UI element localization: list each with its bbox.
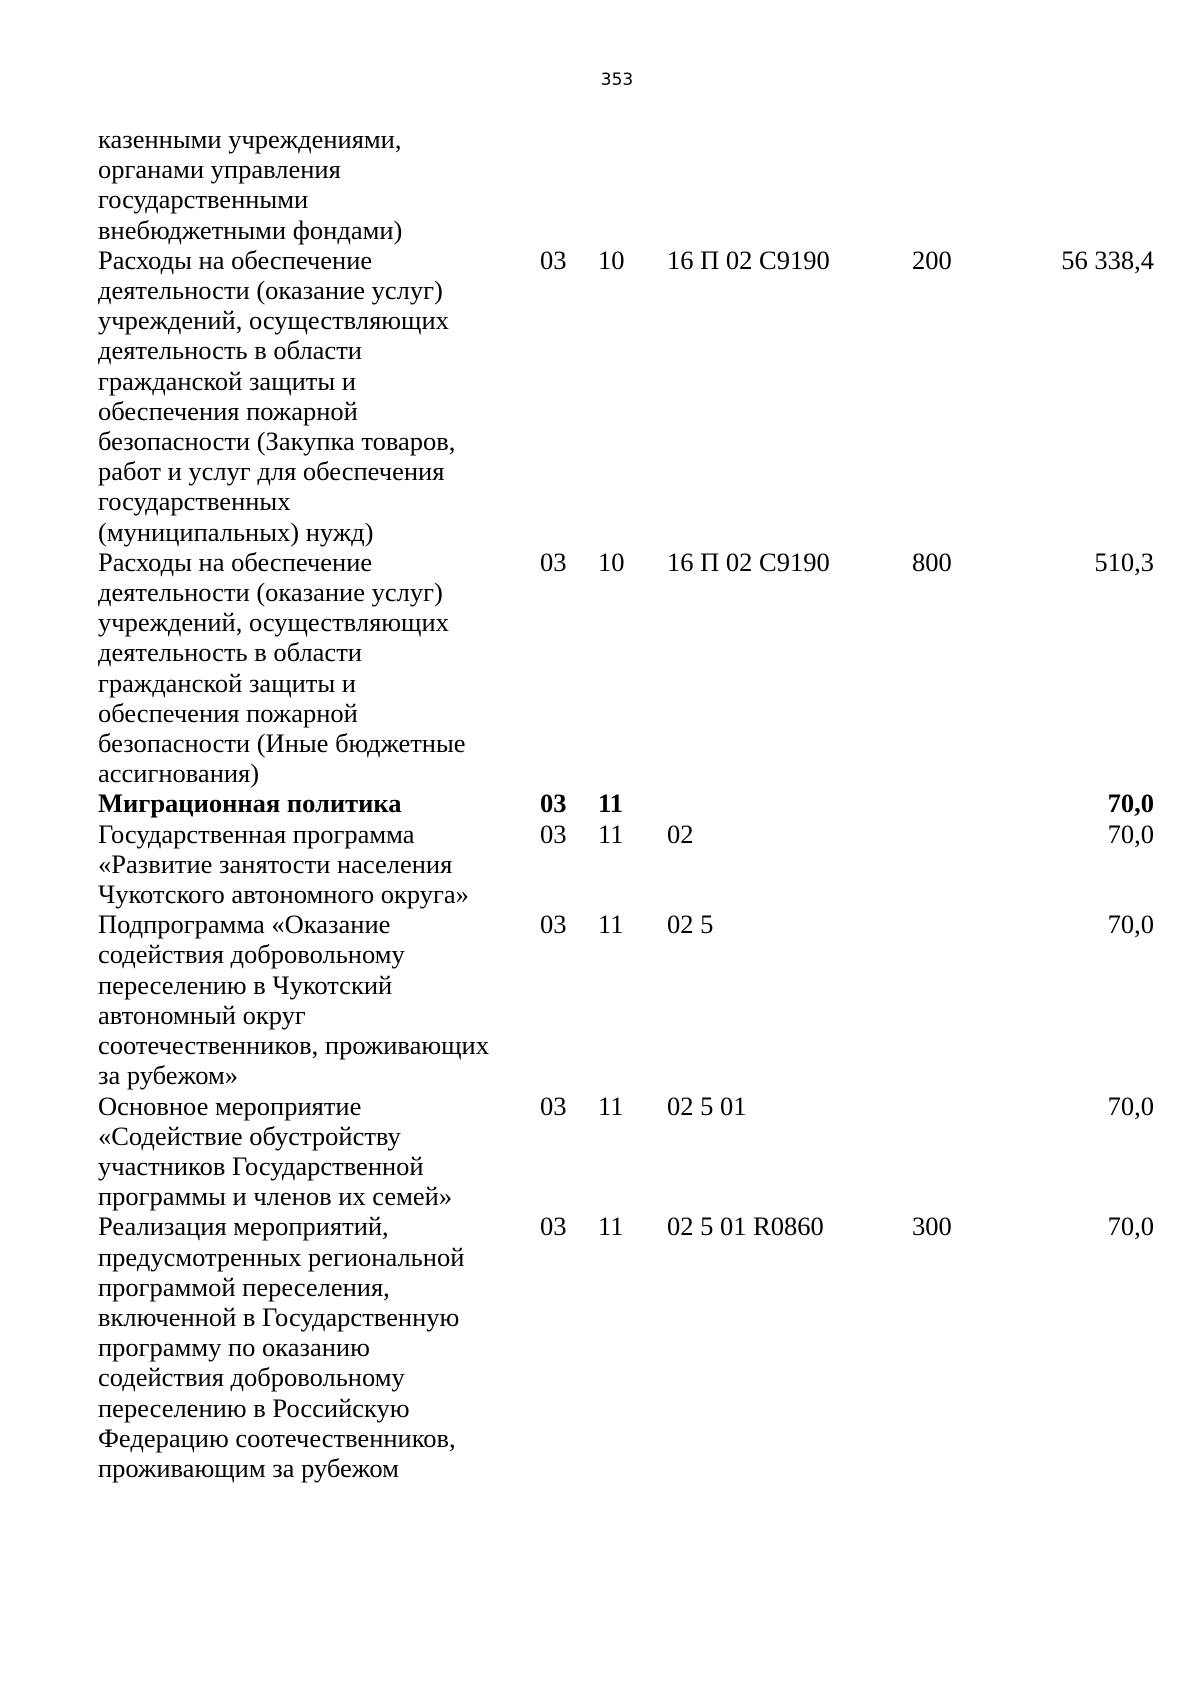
expense-type-cell (912, 124, 1022, 245)
expense-type-cell: 800 (912, 546, 952, 577)
section-code-cell: 03 (540, 818, 567, 849)
expense-type-cell: 200 (912, 244, 952, 275)
target-article-cell: 02 5 01 (667, 1090, 747, 1121)
expense-type-cell (912, 909, 1022, 1090)
expense-name-line: деятельность в области (98, 637, 362, 668)
subsection-code-cell: 11 (598, 1211, 624, 1242)
expense-name-line: участников Государственной (98, 1150, 424, 1181)
expense-name-line: Подпрограмма «Оказание (98, 909, 391, 940)
expense-name-line: (муниципальных) нужд) (98, 516, 374, 547)
table-row (98, 1211, 1154, 1483)
expense-name-line: Миграционная политика (98, 788, 402, 819)
expense-name-line: программу по оказанию (98, 1332, 370, 1363)
expense-name-line: деятельности (оказание услуг) (98, 577, 443, 608)
expense-name-line: государственными (98, 184, 309, 215)
amount-cell: 70,0 (1107, 1211, 1154, 1242)
expense-name-line: казенными учреждениями, (98, 124, 402, 154)
expense-name-line: «Содействие обустройству (98, 1120, 401, 1151)
expense-name-line: содействия добровольному (98, 939, 405, 970)
page-number: 353 (600, 70, 634, 90)
target-article-cell: 02 5 (667, 909, 714, 940)
expense-name-line: Федерацию соотечественников, (98, 1422, 456, 1453)
expense-name-line: гражданской защиты и (98, 667, 356, 698)
expense-name-line: деятельность в области (98, 335, 362, 366)
expense-name-line: программой переселения, (98, 1271, 390, 1302)
expense-name-line: Государственная программа (98, 818, 415, 849)
section-code-cell: 03 (540, 244, 567, 275)
expense-name-line: переселению в Российскую (98, 1392, 410, 1423)
subsection-code-cell: 11 (598, 818, 624, 849)
table-row (98, 1091, 1154, 1212)
expense-name-cell (98, 1091, 540, 1212)
amount-cell (1022, 124, 1154, 245)
section-code-cell: 03 (540, 546, 567, 577)
expense-name-cell (98, 124, 540, 245)
expense-name-line: содействия добровольному (98, 1362, 405, 1393)
expense-name-line: органами управления (98, 154, 341, 185)
expense-name-line: проживающим за рубежом (98, 1452, 399, 1483)
expense-name-line: программы и членов их семей» (98, 1181, 453, 1212)
expense-name-cell (98, 819, 540, 910)
expense-type-cell: 300 (912, 1211, 952, 1242)
table-body (98, 124, 1154, 1483)
target-article-cell: 16 П 02 С9190 (667, 244, 830, 275)
expense-name-cell (98, 1211, 540, 1483)
expense-name-cell (98, 909, 540, 1090)
expense-name-line: безопасности (Закупка товаров, (98, 426, 456, 457)
expense-name-line: «Развитие занятости населения (98, 848, 453, 879)
expense-name-line: предусмотренных региональной (98, 1241, 465, 1272)
table-row (98, 245, 1154, 547)
expense-name-line: Чукотского автономного округа» (98, 879, 469, 910)
subsection-code-cell: 10 (598, 244, 625, 275)
section-code-cell: 03 (540, 1090, 567, 1121)
expense-name-line: переселению в Чукотский (98, 969, 393, 1000)
expense-name-line: учреждений, осуществляющих (98, 305, 449, 336)
section-code-cell: 03 (540, 788, 567, 819)
expense-name-line: учреждений, осуществляющих (98, 607, 449, 638)
amount-cell: 70,0 (1107, 909, 1154, 940)
amount-cell: 70,0 (1107, 1090, 1154, 1121)
expense-name-line: обеспечения пожарной (98, 395, 358, 426)
expense-name-line: гражданской защиты и (98, 365, 356, 396)
expense-type-cell (912, 819, 1022, 910)
target-article-cell: 02 (667, 818, 694, 849)
subsection-code-cell (598, 124, 667, 245)
subsection-code-cell: 10 (598, 546, 625, 577)
amount-cell: 70,0 (1107, 818, 1154, 849)
expense-name-line: за рубежом» (98, 1060, 238, 1091)
expense-name-line: обеспечения пожарной (98, 697, 358, 728)
expense-name-line: соотечественников, проживающих (98, 1030, 489, 1061)
expense-name-line: Основное мероприятие (98, 1090, 362, 1121)
table-row (98, 788, 1154, 818)
subsection-code-cell: 11 (598, 788, 624, 819)
budget-table (98, 124, 1154, 1483)
expense-name-line: ассигнования) (98, 758, 260, 789)
section-code-cell: 03 (540, 909, 567, 940)
expense-type-cell (912, 788, 1022, 818)
section-code-cell (540, 124, 598, 245)
target-article-cell (667, 788, 912, 818)
expense-name-line: внебюджетными фондами) (98, 214, 403, 245)
amount-cell: 70,0 (1107, 788, 1154, 819)
expense-name-line: работ и услуг для обеспечения (98, 456, 445, 487)
table-row (98, 547, 1154, 789)
expense-name-cell (98, 547, 540, 789)
expense-name-line: Реализация мероприятий, (98, 1211, 389, 1242)
expense-name-line: Расходы на обеспечение (98, 244, 373, 275)
expense-name-cell (98, 788, 540, 818)
section-code-cell: 03 (540, 1211, 567, 1242)
expense-name-line: деятельности (оказание услуг) (98, 275, 443, 306)
subsection-code-cell: 11 (598, 909, 624, 940)
amount-cell: 510,3 (1094, 546, 1154, 577)
expense-name-line: Расходы на обеспечение (98, 546, 373, 577)
expense-name-line: включенной в Государственную (98, 1301, 460, 1332)
target-article-cell (667, 124, 912, 245)
expense-type-cell (912, 1091, 1022, 1212)
amount-cell: 56 338,4 (1061, 244, 1154, 275)
table-row (98, 819, 1154, 910)
target-article-cell: 02 5 01 R0860 (667, 1211, 824, 1242)
expense-name-line: автономный округ (98, 999, 306, 1030)
expense-name-line: государственных (98, 486, 291, 517)
table-row (98, 124, 1154, 245)
table-row (98, 909, 1154, 1090)
expense-name-line: безопасности (Иные бюджетные (98, 728, 466, 759)
expense-name-cell (98, 245, 540, 547)
subsection-code-cell: 11 (598, 1090, 624, 1121)
target-article-cell: 16 П 02 С9190 (667, 546, 830, 577)
